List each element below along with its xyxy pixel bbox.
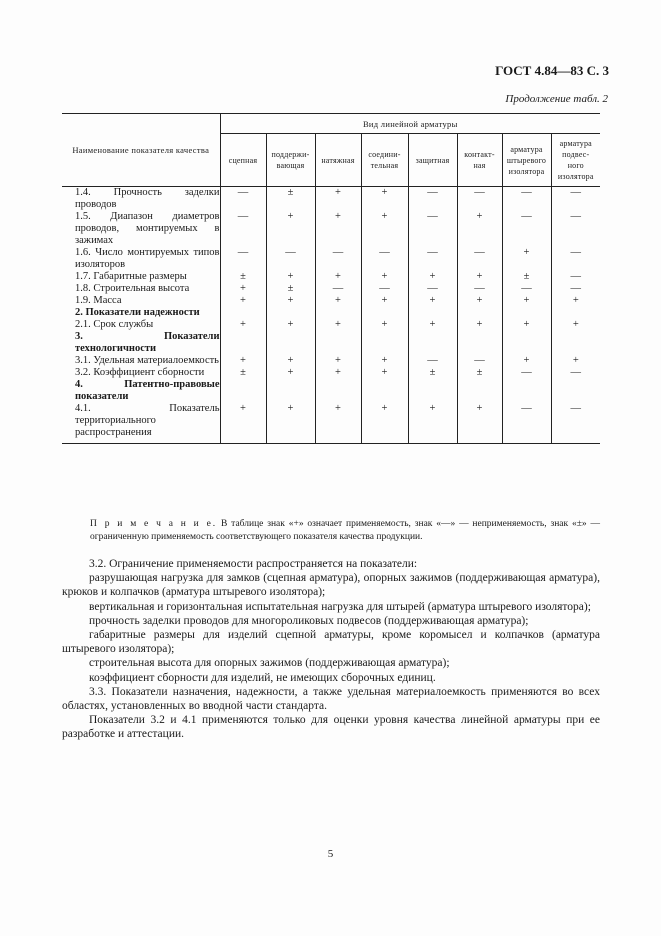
applicability-mark: + [315, 271, 361, 283]
body-paragraph: 3.2. Ограничение применяемости распространяется на показатели: [89, 558, 418, 570]
applicability-mark [361, 379, 408, 403]
column-group-header: Вид линейной арматуры [220, 114, 600, 134]
applicability-mark: — [408, 211, 457, 247]
applicability-mark: + [361, 319, 408, 331]
applicability-mark: — [457, 247, 502, 271]
column-header: соедини- тельная [361, 134, 408, 187]
indicator-name [62, 355, 220, 367]
applicability-mark: + [361, 187, 408, 212]
applicability-mark: + [572, 295, 579, 306]
table-row [62, 307, 600, 319]
applicability-mark [408, 379, 457, 403]
applicability-mark: — [315, 283, 361, 295]
applicability-mark [457, 307, 502, 319]
table-row [62, 367, 600, 379]
applicability-mark [457, 331, 502, 355]
applicability-mark: — [361, 283, 408, 295]
applicability-mark [502, 379, 551, 403]
applicability-mark: + [457, 295, 502, 307]
applicability-mark [502, 331, 551, 355]
body-paragraph: Показатели 3.2 и 4.1 применяются только для оценки уровня качества линейной арматуры при ее разработке и аттестации. [62, 714, 600, 741]
table-row [62, 319, 600, 331]
indicator-name-text: 3. Показатели технологичности [75, 331, 220, 354]
body-paragraph: строительная высота для опорных зажимов (поддерживающая арматура); [89, 657, 450, 670]
applicability-mark: + [220, 403, 266, 444]
applicability-mark [361, 331, 408, 355]
indicator-name [62, 367, 220, 379]
table-row [62, 283, 600, 295]
indicator-name [62, 295, 220, 307]
applicability-mark: — [502, 283, 551, 295]
applicability-mark: — [570, 211, 582, 222]
indicator-name-text: 1.5. Диапазон диаметров проводов, монтируемых в зажимах [75, 211, 220, 246]
indicator-name-text: 2.1. Срок службы [75, 319, 154, 330]
applicability-mark: — [408, 187, 457, 212]
indicator-name [62, 283, 220, 295]
indicator-name-text: 1.6. Число монтируемых типов изоляторов [75, 247, 220, 270]
applicability-mark: + [408, 403, 457, 444]
applicability-mark: — [570, 367, 582, 378]
body-paragraph: разрушающая нагрузка для замков (сцепная арматура), опорных зажимов (поддерживающая арматура), крюков и колпачков (арматура штыревого изолятора); [62, 572, 600, 599]
applicability-mark: + [315, 211, 361, 247]
indicator-name [62, 319, 220, 331]
applicability-mark: + [457, 211, 502, 247]
table-row [62, 403, 600, 444]
applicability-mark: — [551, 403, 600, 444]
indicator-name [62, 187, 220, 212]
applicability-mark: + [361, 295, 408, 307]
applicability-mark: + [502, 355, 551, 367]
body-text [62, 557, 600, 742]
applicability-mark: — [502, 367, 551, 379]
column-header: защитная [408, 134, 457, 187]
applicability-mark [220, 307, 266, 319]
applicability-mark: — [220, 211, 266, 247]
applicability-mark: + [457, 271, 502, 283]
applicability-mark: — [408, 247, 457, 271]
applicability-mark: + [266, 271, 315, 283]
applicability-mark: + [220, 355, 266, 367]
applicability-mark: — [502, 187, 551, 212]
applicability-mark: — [457, 187, 502, 212]
applicability-mark [266, 331, 315, 355]
indicator-name-text: 2. Показатели надежности [75, 307, 200, 318]
applicability-mark: — [408, 355, 457, 367]
applicability-mark: + [502, 319, 551, 331]
applicability-mark [266, 307, 315, 319]
applicability-mark: + [220, 319, 266, 331]
standard-header: ГОСТ 4.84—83 С. 3 [495, 63, 609, 78]
indicator-name-text: 1.7. Габаритные размеры [75, 271, 187, 282]
applicability-mark [551, 307, 600, 319]
applicability-mark: + [266, 319, 315, 331]
table-continuation-label: Продолжение табл. 2 [505, 93, 608, 105]
table-row [62, 355, 600, 367]
indicator-name [62, 271, 220, 283]
applicability-mark: ± [408, 367, 457, 379]
applicability-mark: — [502, 211, 551, 247]
applicability-mark [315, 331, 361, 355]
applicability-mark: + [361, 403, 408, 444]
indicator-name [62, 379, 220, 403]
applicability-mark: + [572, 319, 579, 330]
note-text: В таблице знак «+» означает применяемость, знак «—» — неприменяемость, знак «±» — ограниченную применяемость соответствующего показателя качества продукции. [90, 519, 600, 542]
applicability-mark [502, 307, 551, 319]
body-paragraph: вертикальная и горизонтальная испытательная нагрузка для штырей (арматура штыревого изолятора); [89, 600, 591, 613]
applicability-mark: — [570, 283, 582, 294]
column-header-indicator-name: Наименование показателя качества [62, 114, 220, 187]
applicability-mark: — [502, 403, 551, 444]
applicability-mark: + [408, 319, 457, 331]
applicability-mark: ± [266, 283, 315, 295]
applicability-mark: + [457, 319, 502, 331]
applicability-mark: + [315, 355, 361, 367]
applicability-mark: + [572, 355, 579, 366]
applicability-mark: + [315, 319, 361, 331]
applicability-mark: — [361, 247, 408, 271]
indicator-name-text: 4.1. Показатель территориального распространения [75, 403, 220, 438]
applicability-mark: + [502, 247, 551, 271]
quality-indicators-table [62, 113, 600, 444]
applicability-mark: — [266, 247, 315, 271]
table-row [62, 187, 600, 212]
applicability-mark: + [361, 367, 408, 379]
table-note [62, 518, 600, 543]
applicability-mark: — [570, 247, 582, 258]
applicability-mark [315, 307, 361, 319]
applicability-mark: ± [502, 271, 551, 283]
applicability-mark: + [266, 211, 315, 247]
applicability-mark: + [315, 367, 361, 379]
table-row [62, 247, 600, 271]
applicability-mark: — [457, 355, 502, 367]
applicability-mark: + [408, 271, 457, 283]
applicability-mark: + [457, 403, 502, 444]
applicability-mark: + [361, 211, 408, 247]
applicability-mark: — [570, 271, 582, 282]
applicability-mark [408, 331, 457, 355]
indicator-name-text: 1.8. Строительная высота [75, 283, 190, 294]
body-paragraph: 3.3. Показатели назначения, надежности, а также удельная материалоемкость применяются во всех областях, установленных во вводной части стандарта. [62, 685, 600, 713]
table-row [62, 211, 600, 247]
applicability-mark: + [408, 295, 457, 307]
applicability-mark: + [315, 295, 361, 307]
applicability-mark: — [315, 247, 361, 271]
indicator-name-text: 4. Патентно-правовые показатели [75, 379, 220, 402]
applicability-mark: + [266, 355, 315, 367]
applicability-mark: + [266, 367, 315, 379]
column-header: арматура штыревого изолятора [502, 134, 551, 187]
body-paragraph: габаритные размеры для изделий сцепной арматуры, кроме коромысел и колпачков (арматура штыревого изолятора); [62, 629, 600, 656]
applicability-mark: + [220, 295, 266, 307]
indicator-name-text: 3.2. Коэффициент сборности [75, 367, 205, 378]
page-number: 5 [327, 848, 334, 860]
applicability-mark: — [220, 187, 266, 212]
table-row [62, 379, 600, 403]
applicability-mark: + [315, 403, 361, 444]
applicability-mark: + [361, 271, 408, 283]
applicability-mark [408, 307, 457, 319]
body-paragraph: коэффициент сборности для изделий, не имеющих сборочных единиц. [89, 671, 436, 684]
applicability-mark: ± [220, 367, 266, 379]
indicator-name-text: 1.9. Масса [75, 295, 122, 306]
indicator-name-text: 3.1. Удельная материалоемкость [75, 355, 219, 366]
indicator-name [62, 211, 220, 247]
applicability-mark [551, 331, 600, 355]
body-paragraph: прочность заделки проводов для многороликовых подвесов (поддерживающая арматура); [89, 614, 529, 627]
table-row [62, 271, 600, 283]
applicability-mark: ± [220, 271, 266, 283]
applicability-mark: + [361, 355, 408, 367]
applicability-mark: + [502, 295, 551, 307]
applicability-mark [266, 379, 315, 403]
applicability-mark: + [266, 295, 315, 307]
note-label: П р и м е ч а н и е. [90, 519, 218, 529]
column-header: арматура подвес- ного изолятора [551, 134, 600, 187]
applicability-mark: — [570, 187, 582, 198]
applicability-mark: + [220, 283, 266, 295]
applicability-mark [315, 379, 361, 403]
indicator-name [62, 403, 220, 444]
applicability-mark: — [457, 283, 502, 295]
applicability-mark [551, 379, 600, 403]
applicability-mark: — [408, 283, 457, 295]
applicability-mark: ± [457, 367, 502, 379]
applicability-mark: + [315, 187, 361, 212]
table-row [62, 331, 600, 355]
column-header: натяжная [315, 134, 361, 187]
indicator-name [62, 247, 220, 271]
applicability-mark [361, 307, 408, 319]
column-header: сцепная [220, 134, 266, 187]
table-row [62, 295, 600, 307]
applicability-mark: + [266, 403, 315, 444]
applicability-mark [220, 379, 266, 403]
applicability-mark: — [220, 247, 266, 271]
indicator-name [62, 331, 220, 355]
column-header: поддержи- вающая [266, 134, 315, 187]
column-header: контакт- ная [457, 134, 502, 187]
applicability-mark: ± [266, 187, 315, 212]
indicator-name-text: 1.4. Прочность заделки проводов [75, 187, 220, 210]
applicability-mark [457, 379, 502, 403]
indicator-name [62, 307, 220, 319]
applicability-mark [220, 331, 266, 355]
